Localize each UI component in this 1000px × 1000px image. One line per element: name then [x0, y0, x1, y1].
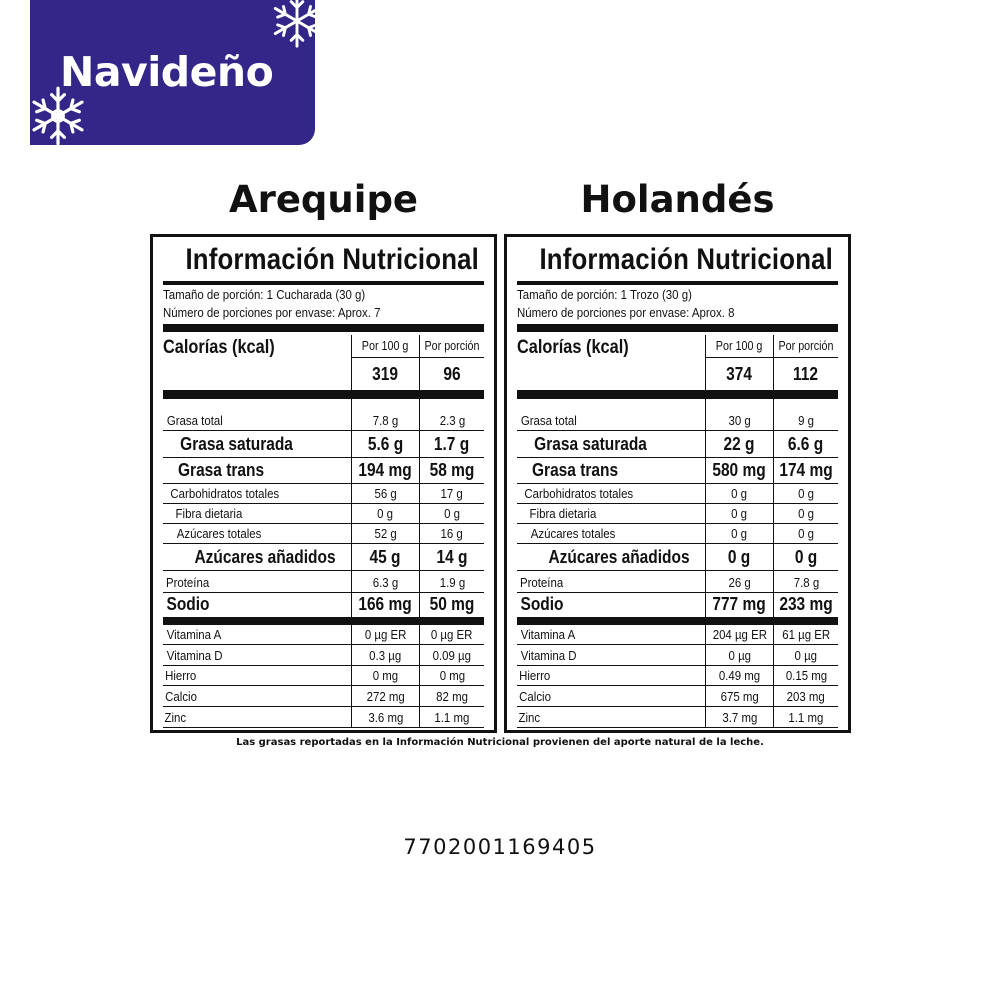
nutrient-label-text: Azúcares añadidos — [194, 547, 336, 567]
nutrient-value-perserving — [773, 410, 838, 430]
nutrient-value-per100-text: 30 g — [728, 413, 751, 428]
nutrient-label — [163, 547, 347, 568]
nutrient-row — [517, 484, 838, 504]
calories-label-text: Calorías (kcal) — [163, 337, 275, 358]
nutrient-value-per100 — [705, 484, 773, 503]
nutrient-label-text: Vitamina A — [166, 627, 222, 642]
nutrient-value-perserving-text: 1.9 g — [439, 575, 465, 590]
nutrient-value-perserving — [419, 625, 484, 644]
nutrient-label-text: Proteína — [519, 575, 564, 590]
badge-title: Navideño — [60, 48, 274, 96]
nutrient-value-per100-text: 0.49 mg — [718, 668, 761, 683]
nutrient-value-per100 — [705, 431, 773, 457]
nutrient-value-perserving — [419, 544, 484, 570]
nutrient-value-perserving — [773, 484, 838, 503]
servings-per-container: Número de porciones por envase: Aprox. 7 — [163, 305, 381, 320]
nutrient-value-perserving-text: 58 mg — [429, 460, 475, 480]
calories-per100-value: 319 — [372, 363, 399, 384]
nutrient-value-per100 — [351, 666, 419, 685]
nutrient-value-perserving — [773, 645, 838, 665]
calories-perserving-value: 112 — [793, 363, 819, 384]
nutrient-value-per100-text: 675 mg — [720, 689, 759, 704]
nutrient-value-per100-text: 272 mg — [366, 689, 405, 704]
nutrient-value-per100 — [705, 625, 773, 644]
barcode-number: 7702001169405 — [403, 835, 597, 859]
nutrient-value-per100-text: 0 g — [731, 526, 748, 541]
nutrient-value-per100 — [705, 707, 773, 727]
heading-rule — [163, 281, 484, 285]
nutrient-label — [517, 486, 641, 501]
nutrient-row — [517, 666, 838, 686]
calories-values-row — [163, 358, 484, 390]
nutrient-value-perserving — [773, 707, 838, 727]
col-divider — [773, 399, 774, 410]
nutrient-label-text: Grasa total — [166, 413, 223, 428]
nutrient-label — [163, 526, 267, 541]
nutrient-label-text: Vitamina D — [520, 648, 577, 663]
nutrient-label-text: Calcio — [165, 689, 197, 704]
nutrient-row — [163, 625, 484, 645]
nutrient-label-text: Carbohidratos totales — [524, 486, 634, 501]
nutrient-value-perserving — [773, 571, 838, 592]
nutrient-value-per100 — [705, 544, 773, 570]
nutrient-label-text: Vitamina A — [520, 627, 576, 642]
nutrient-row — [163, 707, 484, 728]
nutrient-row — [163, 431, 484, 458]
nutrient-value-perserving-text: 0 g — [794, 547, 818, 567]
nutrient-label — [163, 434, 302, 455]
serving-size-row — [163, 287, 393, 302]
nutrient-value-perserving-text: 0 µg ER — [431, 627, 473, 642]
nutrient-row — [517, 645, 838, 666]
nutrient-value-per100-text: 0 µg ER — [364, 627, 407, 642]
section-rule — [163, 390, 484, 399]
nutrient-label — [163, 668, 198, 683]
product-title-holandes: Holandés — [580, 178, 775, 221]
serving-size-row — [517, 287, 716, 302]
nutrient-value-per100 — [351, 524, 419, 543]
nutrient-row — [517, 593, 838, 618]
nutrient-value-perserving-text: 0 g — [444, 506, 460, 521]
panel-heading: Información Nutricional — [185, 243, 479, 276]
calories-perserving — [419, 358, 484, 390]
nutrient-value-perserving — [419, 593, 484, 617]
nutrient-value-perserving — [419, 504, 484, 523]
nutrient-value-perserving — [419, 458, 484, 483]
nutrient-value-perserving-text: 0 g — [798, 486, 814, 501]
nutrient-row — [163, 686, 484, 707]
nutrient-value-perserving-text: 1.1 mg — [788, 710, 824, 725]
nutrient-value-perserving-text: 14 g — [436, 547, 468, 567]
nutrient-value-perserving-text: 82 mg — [436, 689, 468, 704]
nutrient-label — [163, 575, 212, 590]
nutrient-value-perserving — [773, 593, 838, 617]
nutrient-label-text: Sodio — [166, 594, 210, 614]
nutrient-label-text: Hierro — [165, 668, 197, 683]
nutrient-label — [163, 413, 227, 428]
nutrient-label-text: Azúcares añadidos — [548, 547, 690, 567]
nutrient-row — [163, 571, 484, 593]
heading-rule — [517, 281, 838, 285]
nutrient-value-perserving — [419, 645, 484, 665]
col-header-perserving-text: Por porción — [424, 339, 480, 353]
nutrient-value-per100-text: 580 mg — [712, 460, 767, 480]
nutrient-label-text: Calcio — [519, 689, 551, 704]
section-rule — [163, 617, 484, 625]
panel-inner — [163, 237, 484, 730]
nutrient-label-text: Fibra dietaria — [529, 506, 597, 521]
nutrient-value-per100 — [705, 458, 773, 483]
nutrient-value-perserving — [419, 410, 484, 430]
nutrient-label — [517, 668, 552, 683]
nutrient-row — [163, 524, 484, 544]
nutrient-value-per100-text: 45 g — [370, 547, 401, 567]
nutrient-value-per100 — [351, 686, 419, 706]
nutrient-value-per100 — [705, 593, 773, 617]
nutrient-value-per100-text: 166 mg — [358, 594, 413, 614]
nutrient-value-per100 — [705, 524, 773, 543]
col-header-perserving-text: Por porción — [778, 339, 834, 353]
nutrient-row — [517, 686, 838, 707]
nutrient-label — [517, 594, 567, 615]
nutrient-value-per100 — [705, 686, 773, 706]
nutrient-value-per100 — [351, 707, 419, 727]
nutrient-label-text: Grasa total — [520, 413, 577, 428]
section-rule — [517, 617, 838, 625]
nutrient-value-per100-text: 3.6 mg — [368, 710, 403, 725]
nutrient-value-perserving — [773, 625, 838, 644]
nutrient-row — [517, 431, 838, 458]
nutrient-value-per100-text: 56 g — [374, 486, 397, 501]
nutrient-row — [517, 625, 838, 645]
nutrient-value-per100-text: 204 µg ER — [712, 627, 767, 642]
snowflake-icon — [268, 0, 315, 50]
product-title-arequipe: Arequipe — [228, 178, 419, 221]
serving-size: Tamaño de porción: 1 Trozo (30 g) — [517, 287, 692, 302]
nutrient-label-text: Sodio — [520, 594, 564, 614]
nutrient-value-per100 — [351, 458, 419, 483]
nutrient-label — [517, 526, 621, 541]
section-rule — [517, 390, 838, 399]
nutrient-value-perserving — [773, 666, 838, 685]
nutrient-value-per100-text: 0.3 µg — [369, 648, 402, 663]
nutrient-value-perserving — [419, 571, 484, 592]
nutrient-value-perserving — [419, 707, 484, 727]
calories-label-text: Calorías (kcal) — [517, 337, 629, 358]
nutrient-value-per100-text: 5.6 g — [367, 434, 404, 454]
nutrient-value-per100 — [351, 544, 419, 570]
nutrient-row — [163, 410, 484, 431]
nutrient-value-per100 — [351, 645, 419, 665]
nutrient-value-perserving-text: 2.3 g — [439, 413, 465, 428]
nutrient-value-per100-text: 0 g — [731, 506, 748, 521]
nutrient-value-per100-text: 3.7 mg — [722, 710, 757, 725]
nutrient-row — [163, 484, 484, 504]
col-header-per100-text: Por 100 g — [362, 339, 409, 353]
nutrient-value-perserving-text: 61 µg ER — [782, 627, 830, 642]
col-divider — [419, 399, 420, 410]
nutrient-label-text: Carbohidratos totales — [170, 486, 280, 501]
nutrient-value-perserving — [773, 504, 838, 523]
calories-perserving-value: 96 — [443, 363, 461, 384]
nutrient-value-per100-text: 0 g — [377, 506, 394, 521]
nutrient-label — [517, 460, 625, 481]
nutrient-label-text: Azúcares totales — [176, 526, 262, 541]
nutrient-value-per100 — [351, 484, 419, 503]
nutrient-value-per100 — [705, 410, 773, 430]
nutrient-label — [517, 506, 601, 521]
navideno-badge — [30, 0, 315, 145]
nutrient-value-perserving — [419, 524, 484, 543]
nutrient-value-perserving-text: 16 g — [440, 526, 464, 541]
nutrient-value-perserving — [419, 666, 484, 685]
servings-per-container: Número de porciones por envase: Aprox. 8 — [517, 305, 735, 320]
nutrient-value-perserving-text: 1.1 mg — [434, 710, 470, 725]
nutrient-row — [517, 524, 838, 544]
nutrition-panel-holandes — [504, 234, 851, 733]
nutrient-label — [163, 460, 271, 481]
nutrient-label-text: Vitamina D — [166, 648, 223, 663]
nutrient-value-perserving — [773, 686, 838, 706]
nutrient-value-perserving — [419, 686, 484, 706]
servings-per-container-row — [517, 305, 764, 320]
col-divider — [705, 399, 706, 410]
calories-per100 — [351, 358, 419, 390]
nutrient-row — [517, 571, 838, 593]
nutrient-value-per100 — [351, 571, 419, 592]
nutrient-label-text: Grasa trans — [532, 460, 619, 480]
nutrient-value-per100 — [351, 593, 419, 617]
nutrient-value-perserving-text: 203 mg — [786, 689, 826, 704]
nutrient-label — [163, 594, 213, 615]
panel-inner — [517, 237, 838, 730]
serving-size: Tamaño de porción: 1 Cucharada (30 g) — [163, 287, 366, 302]
nutrient-value-per100 — [351, 410, 419, 430]
nutrient-value-perserving — [773, 458, 838, 483]
nutrition-panel-arequipe — [150, 234, 497, 733]
col-header-perserving — [419, 335, 484, 358]
nutrient-label — [517, 689, 553, 704]
nutrient-value-perserving-text: 174 mg — [779, 460, 833, 480]
nutrient-value-perserving-text: 0.15 mg — [785, 668, 827, 683]
nutrient-label — [163, 506, 247, 521]
nutrient-label — [163, 710, 188, 725]
nutrient-value-per100 — [351, 431, 419, 457]
nutrient-value-per100-text: 6.3 g — [372, 575, 399, 590]
nutrient-label — [163, 486, 287, 501]
calories-per100 — [705, 358, 773, 390]
nutrient-value-perserving-text: 0 mg — [439, 668, 465, 683]
nutrient-label-text: Zinc — [164, 710, 187, 725]
nutrient-label — [517, 413, 581, 428]
nutrient-row — [163, 504, 484, 524]
nutrient-value-per100-text: 777 mg — [712, 594, 767, 614]
nutrient-value-perserving — [773, 544, 838, 570]
nutrient-row — [517, 707, 838, 728]
col-header-perserving — [773, 335, 838, 358]
nutrient-value-per100 — [705, 666, 773, 685]
nutrient-row — [163, 544, 484, 571]
nutrient-label-text: Hierro — [519, 668, 551, 683]
nutrient-value-perserving-text: 6.6 g — [788, 434, 824, 454]
nutrient-label — [163, 627, 225, 642]
col-header-per100-text: Por 100 g — [716, 339, 763, 353]
nutrient-row — [517, 458, 838, 484]
calories-label — [163, 337, 293, 359]
nutrient-label — [517, 575, 566, 590]
nutrient-value-per100-text: 0 mg — [372, 668, 399, 683]
nutrient-value-per100-text: 0 µg — [728, 648, 751, 663]
servings-per-container-row — [163, 305, 410, 320]
nutrient-value-perserving-text: 0.09 µg — [432, 648, 472, 663]
nutrient-label — [517, 434, 656, 455]
panel-heading: Información Nutricional — [539, 243, 833, 276]
nutrient-row — [517, 410, 838, 431]
nutrient-value-perserving — [773, 524, 838, 543]
nutrient-value-per100 — [351, 504, 419, 523]
calories-per100-value: 374 — [726, 363, 753, 384]
nutrient-value-perserving-text: 7.8 g — [793, 575, 819, 590]
calories-header-row — [163, 335, 484, 358]
nutrient-value-perserving-text: 17 g — [440, 486, 464, 501]
nutrient-row — [163, 593, 484, 618]
calories-values-row — [517, 358, 838, 390]
nutrient-row — [517, 544, 838, 571]
col-divider — [351, 399, 352, 410]
nutrient-row — [163, 666, 484, 686]
nutrient-value-per100-text: 22 g — [724, 434, 755, 454]
nutrient-value-per100-text: 194 mg — [358, 460, 413, 480]
nutrient-label-text: Grasa saturada — [534, 434, 647, 454]
nutrient-label-text: Grasa saturada — [180, 434, 293, 454]
section-rule — [517, 324, 838, 332]
nutrient-label — [163, 689, 199, 704]
nutrient-row — [163, 645, 484, 666]
col-header-per100 — [351, 335, 419, 358]
nutrient-value-per100 — [705, 504, 773, 523]
nutrient-label — [517, 710, 542, 725]
nutrient-value-per100-text: 0 g — [731, 486, 748, 501]
nutrient-value-perserving-text: 50 mg — [429, 594, 475, 614]
nutrient-label-text: Fibra dietaria — [175, 506, 243, 521]
nutrient-value-perserving — [419, 484, 484, 503]
nutrient-value-perserving-text: 0 µg — [794, 648, 818, 663]
nutrient-label — [517, 648, 580, 663]
nutrient-value-perserving-text: 0 g — [798, 506, 814, 521]
nutrient-value-perserving — [773, 431, 838, 457]
nutrient-label — [517, 547, 701, 568]
nutrient-label-text: Grasa trans — [178, 460, 265, 480]
footnote: Las grasas reportadas en la Información Nutricional provienen del aporte natural de la leche. — [236, 737, 764, 748]
nutrient-value-per100-text: 52 g — [374, 526, 397, 541]
nutrient-value-perserving-text: 233 mg — [779, 594, 833, 614]
nutrient-value-per100 — [351, 625, 419, 644]
calories-perserving — [773, 358, 838, 390]
calories-header-row — [517, 335, 838, 358]
nutrient-value-perserving-text: 1.7 g — [434, 434, 470, 454]
nutrient-label — [517, 627, 579, 642]
nutrient-value-perserving-text: 9 g — [798, 413, 814, 428]
nutrient-row — [517, 504, 838, 524]
nutrient-row — [163, 458, 484, 484]
nutrient-label-text: Proteína — [165, 575, 210, 590]
nutrient-label — [163, 648, 226, 663]
nutrient-value-per100-text: 0 g — [728, 547, 751, 567]
nutrient-value-per100 — [705, 645, 773, 665]
col-header-per100 — [705, 335, 773, 358]
nutrient-label-text: Azúcares totales — [530, 526, 616, 541]
nutrient-value-per100-text: 7.8 g — [372, 413, 399, 428]
calories-label — [517, 337, 647, 359]
section-rule — [163, 324, 484, 332]
nutrient-value-per100-text: 26 g — [728, 575, 751, 590]
nutrient-label-text: Zinc — [518, 710, 541, 725]
nutrient-value-perserving — [419, 431, 484, 457]
nutrient-value-per100 — [705, 571, 773, 592]
nutrient-value-perserving-text: 0 g — [798, 526, 814, 541]
